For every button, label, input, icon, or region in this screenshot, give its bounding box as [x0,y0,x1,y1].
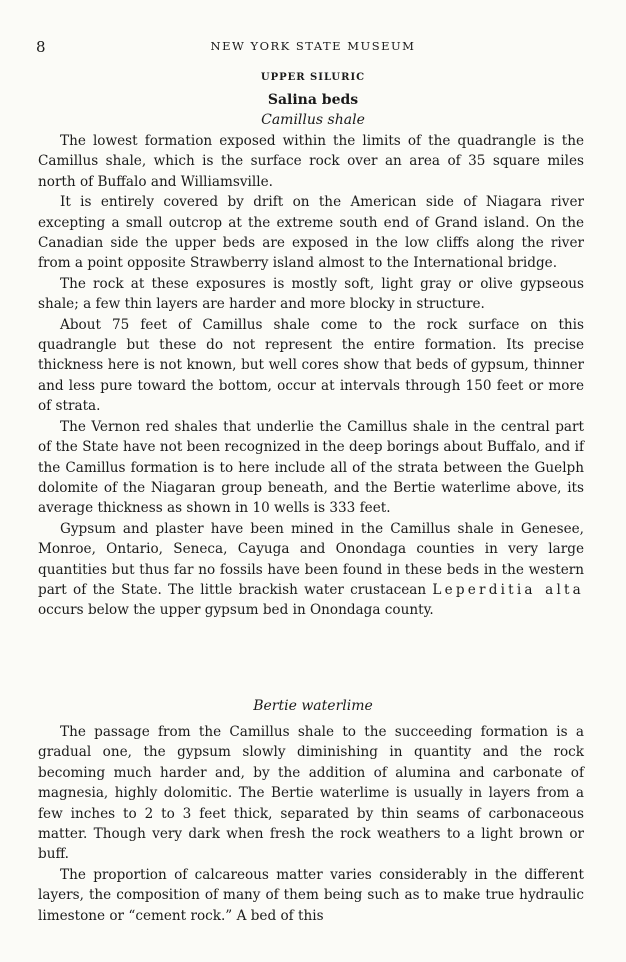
paragraph: The proportion of calcareous matter varies considerably in the different layers, the composition of many of them being such as to make true hydraulic limestone or “cement rock.” A bed of this [38,866,584,924]
paragraph: The rock at these exposures is mostly soft, light gray or olive gypseous shale; a few thin layers are harder and more blocky in structure. [38,275,584,313]
paragraph: It is entirely covered by drift on the American side of Niagara river excepting a small outcrop at the extreme south end of Grand island. On the Canadian side the upper beds are exposed in the low cliffs along the river from a point opposite Strawberry island almost to the International bridge. [38,194,584,272]
paragraph: The Vernon red shales that underlie the Camillus shale in the central part of the State have not been recognized in the deep borings about Buffalo, and if the Camillus formation is to here include all of the strata between the Guelph dolomite of the Niagaran group beneath, and the Bertie waterlime above, its average thickness as shown in 10 wells is 333 feet. [38,418,584,517]
page-number: 8 [36,38,46,56]
paragraph [38,519,584,621]
paragraph: About 75 feet of Camillus shale come to the rock surface on this quadrangle but these do not represent the entire formation. Its precise thickness here is not known, but well cores show that beds of gypsum, thinner and less pure toward the bottom, occur at intervals through 150 feet or more of strata. [38,316,584,415]
running-head: NEW YORK STATE MUSEUM [210,39,416,53]
section-label: UPPER SILURIC [260,72,366,83]
bertie-body [38,722,584,926]
species-name: Leperditia alta [432,581,584,598]
paragraph: The passage from the Camillus shale to the succeeding formation is a gradual one, the gypsum slowly diminishing in quantity and the rock becoming much harder and, by the addition of alumina and carbonate of magnesia, highly dolomitic. The Bertie waterlime is usually in layers from a few inches to 2 to 3 feet thick, separated by thin seams of carbonaceous matter. Though very dark when fresh the rock weathers to a light brown or buff. [38,724,584,863]
section-title: Salina beds [267,92,359,108]
paragraph-text: Gypsum and plaster have been mined in the Camillus shale in Genesee, Monroe, Ontario, Seneca, Cayuga and Onondaga counties in very large quantities but thus far no fossils have been found in these beds in the western part of the State. The little brackish water crustacean [38,520,584,598]
paragraph-text: occurs below the upper gypsum bed in Onondaga county. [38,602,434,619]
subsection-title: Bertie waterlime [253,698,373,714]
paragraph: The lowest formation exposed within the limits of the quadrangle is the Camillus shale, which is the surface rock over an area of 35 square miles north of Buffalo and Williamsville. [38,133,584,190]
subsection-title: Camillus shale [261,112,365,128]
camillus-body [38,131,584,621]
